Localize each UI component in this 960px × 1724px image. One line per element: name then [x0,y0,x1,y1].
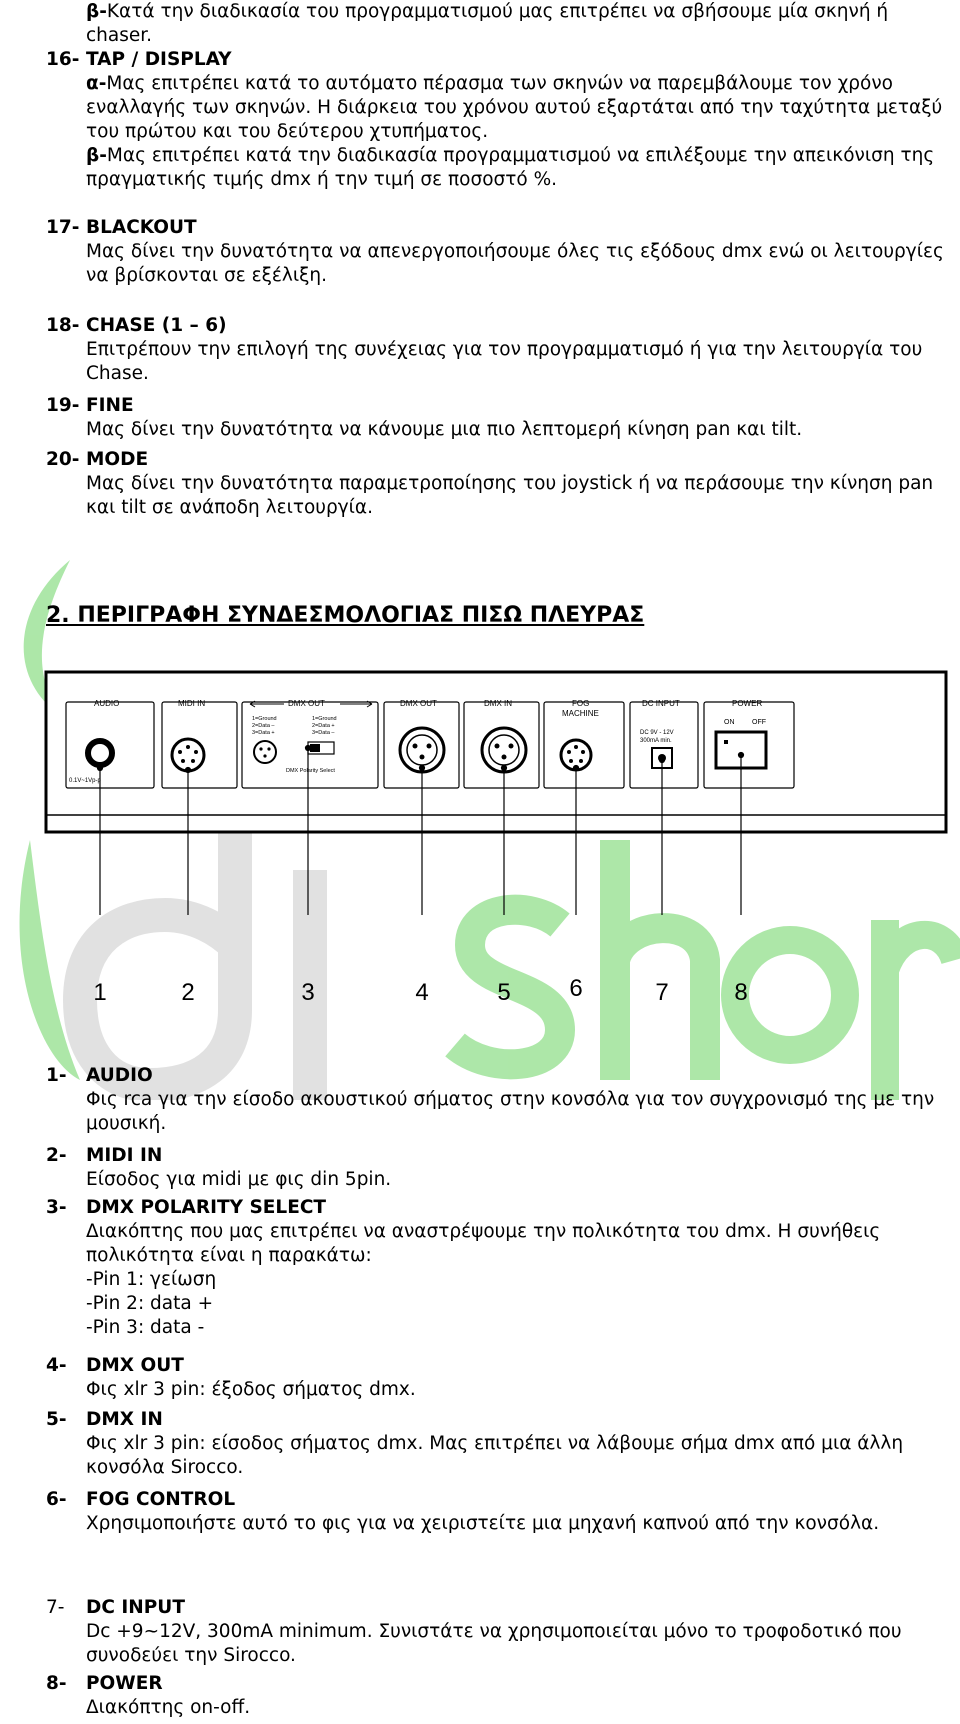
item-line: Διακόπτης που μας επιτρέπει να αναστρέψουμε την πολικότητα του dmx. Η συνήθεις πολικότητα είναι η παρακάτω: [86,1221,881,1266]
item-title: BLACKOUT [86,217,197,238]
item-number: 18- [46,315,80,336]
section-heading: 2. ΠΕΡΙΓΡΑΦΗ ΣΥΝΔΕΣΜΟΛΟΓΙΑΣ ΠΙΣΩ ΠΛΕΥΡΑΣ [46,603,645,628]
item-number: 2- [46,1145,67,1166]
pin-b-2: 2=Data + [312,723,335,729]
intro-b-label: β- [86,1,107,22]
item-line: Dc +9~12V, 300mA minimum. Συνιστάτε να χρησιμοποιείται μόνο το τροφοδοτικό που συνοδεύει την Sirocco. [86,1621,902,1666]
panel-label-fog: FOG [572,699,590,708]
audio-level: 0.1V~1Vp-p [69,778,101,784]
panel-label-midi: MIDI IN [178,699,206,708]
item-number: 7- [46,1597,65,1618]
list-item-8 [46,1672,950,1720]
item-number: 5- [46,1409,67,1430]
callout-3: 3 [301,979,315,1006]
item-title: DC INPUT [86,1597,185,1618]
pin-b-3: 3=Data – [312,730,335,736]
item-text: Επιτρέπουν την επιλογή της συνέχειας για τον προγραμματισμό ή για την λειτουργία του Chase. [86,339,923,384]
list-item-4 [46,1354,950,1402]
item-title: POWER [86,1673,163,1694]
item-number: 6- [46,1489,67,1510]
callout-2: 2 [181,979,195,1006]
item-number: 19- [46,395,80,416]
item-title: FINE [86,395,134,416]
list-item-1 [46,1064,950,1136]
power-off-label: OFF [752,719,766,726]
item-title: AUDIO [86,1065,153,1086]
panel-label-machine: MACHINE [562,709,599,718]
item-number: 20- [46,449,80,470]
item-a-label: α- [86,73,107,94]
intro-b-text: Κατά την διαδικασία του προγραμματισμού μας επιτρέπει να σβήσουμε μία σκηνή ή chaser. [86,1,889,46]
power-on-label: ON [724,719,735,726]
callout-1: 1 [93,979,107,1006]
list-item-20 [46,448,950,520]
pin-a-3: 3=Data + [252,730,275,736]
panel-label-audio: AUDIO [94,699,120,708]
callout-7: 7 [655,979,669,1006]
list-item-18 [46,314,950,386]
din-socket-icon [172,739,204,771]
item-line: Φις rca για την είσοδο ακουστικού σήματος στην κονσόλα για τον συγχρονισμό της με την μουσική. [86,1089,935,1134]
item-title: MODE [86,449,149,470]
intro-block [46,0,950,48]
item-title: DMX POLARITY SELECT [86,1197,327,1218]
pin-a-1: 1=Ground [252,716,277,722]
item-text: Μας δίνει την δυνατότητα παραμετροποίησης του joystick ή να περάσουμε την κίνηση pan και tilt σε ανάποδη λειτουργία. [86,473,934,518]
list-item-19 [46,394,950,442]
pin-a-2: 2=Data – [252,723,275,729]
rca-jack-icon [88,741,112,765]
callout-8: 8 [734,979,748,1006]
item-number: 4- [46,1355,67,1376]
item-title: TAP / DISPLAY [86,49,232,70]
list-item-2 [46,1144,950,1192]
dc-spec-2: 300mA min. [640,738,672,744]
panel-label-power: POWER [732,699,763,708]
item-line: Φις xlr 3 pin: είσοδος σήματος dmx. Μας επιτρέπει να λάβουμε σήμα dmx από μια άλλη κονσόλα Sirocco. [86,1433,904,1478]
callout-5: 5 [497,979,511,1006]
callout-numbers [93,975,747,1006]
rear-panel-diagram [44,660,952,1020]
item-number: 16- [46,49,80,70]
item-line: -Pin 1: γείωση [86,1269,217,1290]
panel-label-dc: DC INPUT [642,699,680,708]
item-number: 1- [46,1065,67,1086]
item-text: Μας δίνει την δυνατότητα να κάνουμε μια πιο λεπτομερή κίνηση pan και tilt. [86,419,803,440]
list-item-5 [46,1408,950,1480]
dc-spec-1: DC 9V - 12V [640,730,674,736]
panel-label-dmx-in: DMX IN [484,699,512,708]
item-title: CHASE (1 – 6) [86,315,227,336]
item-line: Φις xlr 3 pin: έξοδος σήματος dmx. [86,1379,416,1400]
item-line: -Pin 3: data - [86,1317,205,1338]
item-title: DMX OUT [86,1355,184,1376]
list-item-7 [46,1596,950,1668]
item-title: FOG CONTROL [86,1489,236,1510]
item-line: Είσοδος για midi με φις din 5pin. [86,1169,392,1190]
item-a-text: Μας επιτρέπει κατά το αυτόματο πέρασμα των σκηνών να παρεμβάλουμε τον χρόνο εναλλαγής των σκηνών. Η διάρκεια του χρόνου αυτού εξαρτάται από την ταχύτητα μεταξύ του πρώτου και του δεύτερου χτυπήματος. [86,73,943,142]
list-item-6 [46,1488,950,1536]
panel-label-dmx-out-a: DMX OUT [288,699,325,708]
item-number: 17- [46,217,80,238]
polarity-label: DMX Polarity Select [286,768,335,774]
list-item-3 [46,1196,950,1340]
item-b-label: β- [86,145,107,166]
panel-label-dmx-out-b: DMX OUT [400,699,437,708]
callout-6: 6 [569,975,583,1002]
list-item-17 [46,216,950,288]
item-title: DMX IN [86,1409,163,1430]
item-b-text: Μας επιτρέπει κατά την διαδικασία προγραμματισμού να επιλέξουμε την απεικόνιση της πραγματικής τιμής dmx ή την τιμή σε ποσοστό %. [86,145,935,190]
item-number: 8- [46,1673,67,1694]
list-item-16 [46,48,950,192]
item-text: Μας δίνει την δυνατότητα να απενεργοποιήσουμε όλες τις εξόδους dmx ενώ οι λειτουργίες να βρίσκονται σε εξέλιξη. [86,241,944,286]
callout-4: 4 [415,979,429,1006]
xlr-mini-icon [254,741,276,763]
pin-b-1: 1=Ground [312,716,337,722]
item-line: Διακόπτης on-off. [86,1697,251,1718]
item-line: Χρησιμοποιήστε αυτό το φις για να χειριστείτε μια μηχανή καπνού από την κονσόλα. [86,1513,880,1534]
item-line: -Pin 2: data + [86,1293,214,1314]
item-number: 3- [46,1197,67,1218]
item-title: MIDI IN [86,1145,163,1166]
